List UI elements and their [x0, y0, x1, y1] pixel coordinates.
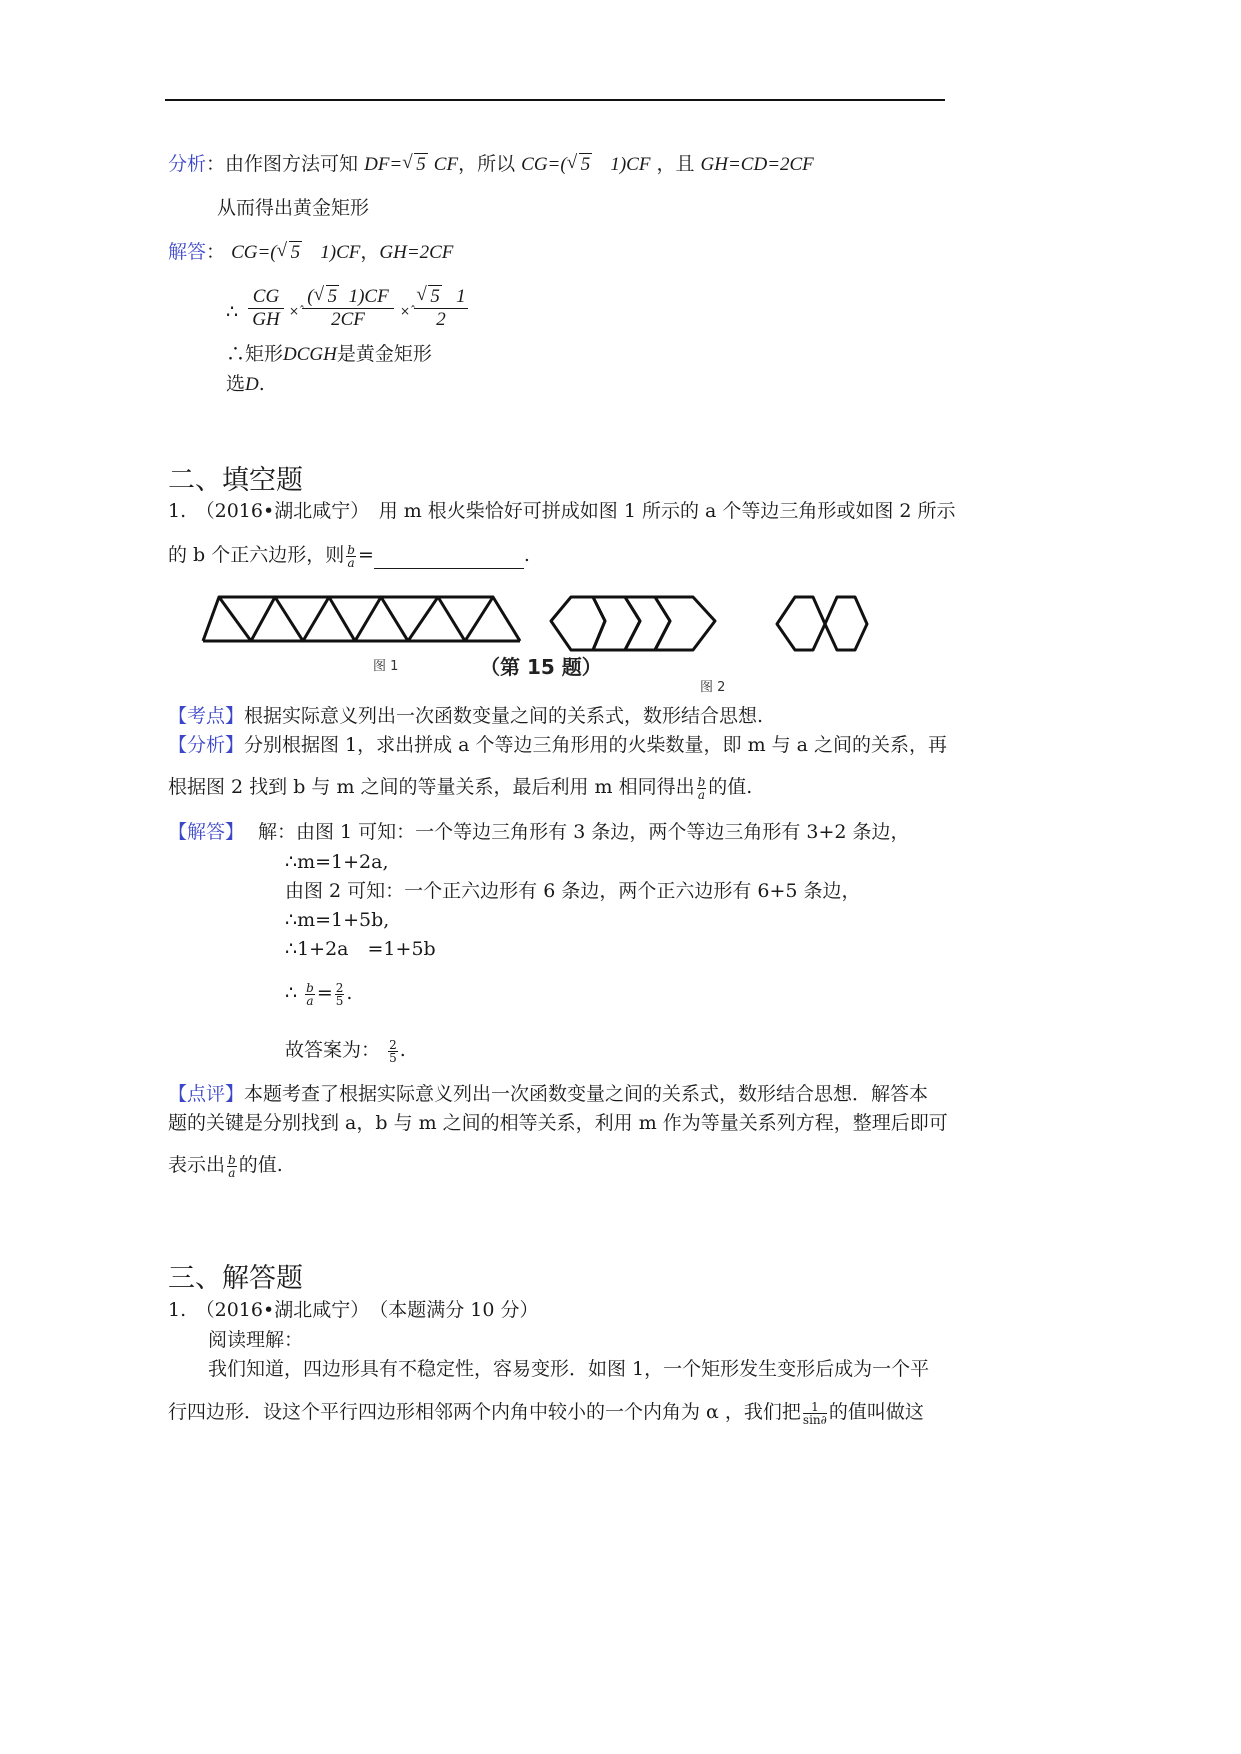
fraction-expanded: (√ 5 1)CF 2CF [302, 286, 394, 331]
garbled-symbol-2: ×ˆ [400, 304, 417, 318]
fraction-cg-gh: CG GH [248, 286, 284, 331]
dianping-line-1: 【点评】本题考查了根据实际意义列出一次函数变量之间的关系式，数形结合思想．解答本 [168, 1083, 929, 1105]
question-2-line-1: 1. （2016•湖北咸宁） 用 m 根火柴恰好可拼成如图 1 所示的 a 个等边三角形或如图 2 所示 [168, 500, 956, 522]
hexagon-pair-figure [777, 597, 867, 650]
answer-choose-line: 选D. [226, 373, 265, 395]
figure-2-label: 图 2 [700, 680, 726, 695]
jieda-line-2: ∴m=1+2a, [285, 851, 389, 873]
analysis-label: 分析 [168, 153, 207, 175]
figure-1-label: 图 1 [373, 659, 399, 674]
analysis-line-2: 从而得出黄金矩形 [217, 197, 370, 219]
question-3-line-4: 行四边形．设这个平行四边形相邻两个内角中较小的一个内角为 α ，我们把 $\frac{1}{\sin\partial}$ 的值叫做这 [168, 1399, 924, 1427]
dianping-line-2: 题的关键是分别找到 a，b 与 m 之间的相等关系，利用 m 作为等量关系列方程，整理后即可 [168, 1112, 948, 1134]
answer-rect-line: ∴矩形DCGH是黄金矩形 [226, 343, 432, 365]
jieda-line-1: 解：由图 1 可知：一个等边三角形有 3 条边，两个等边三角形有 3+2 条边， [258, 821, 910, 843]
analysis-line-1: 分析：由作图方法可知 DF=√ 5 CF，所以 CG=(√ 5 1)CF ，且 GH=CD=2CF [168, 152, 814, 177]
final-answer: 故答案为： $\frac{2}{5}$ . [285, 1037, 406, 1065]
therefore-symbol: ∴ [226, 301, 239, 323]
garbled-symbol-1: ×ˆ [289, 304, 306, 318]
triangle-strip-figure [203, 597, 520, 641]
dianping-line-3: 表示出 $\frac{b}{a}$ 的值. [168, 1152, 283, 1180]
section-2-heading: 二、填空题 [168, 465, 303, 496]
hexagon-chain-figure [551, 597, 730, 650]
fraction-golden: √ 5 1 2 [414, 286, 468, 331]
section-3-heading: 三、解答题 [168, 1263, 303, 1294]
answer-label: 解答 [168, 241, 207, 263]
header-rule [165, 99, 945, 101]
fenxi-line-1: 【分析】分别根据图 1，求出拼成 a 个等边三角形用的火柴数量，即 m 与 a 之间的关系，再 [168, 734, 948, 756]
fraction-b-over-a: $\frac{b}{a}$ [347, 542, 355, 570]
kaodian-line: 【考点】根据实际意义列出一次函数变量之间的关系式，数形结合思想. [168, 705, 764, 727]
jieda-line-4: ∴m=1+5b, [285, 909, 390, 931]
sqrt-5: √ 5 [402, 153, 428, 177]
answer-line-1: 解答： CG=(√ 5 1)CF，GH=2CF [168, 240, 453, 265]
jieda-label: 【解答】 [168, 821, 245, 843]
answer-blank[interactable] [374, 550, 524, 569]
jieda-line-3: 由图 2 可知：一个正六边形有 6 条边，两个正六边形有 6+5 条边， [285, 880, 861, 902]
fenxi-line-2: 根据图 2 找到 b 与 m 之间的等量关系，最后利用 m 相同得出 $\frac{b}{a}$ 的值. [168, 774, 753, 802]
jieda-line-5: ∴1+2a =1+5b [285, 938, 436, 960]
question-3-line-2: 阅读理解： [208, 1329, 304, 1351]
question-2-line-2: 的 b 个正六边形，则 $\frac{b}{a}$ = . [168, 542, 530, 570]
question-3-line-1: 1. （2016•湖北咸宁） （本题满分 10 分） [168, 1299, 539, 1321]
jieda-result: ∴ $\frac{b}{a}$ = $\frac{2}{5}$ . [285, 980, 353, 1008]
question-3-line-3: 我们知道，四边形具有不稳定性，容易变形．如图 1，一个矩形发生变形后成为一个平 [208, 1358, 930, 1380]
match-figures [195, 588, 885, 698]
figure-caption: （第 15 题） [480, 655, 602, 679]
